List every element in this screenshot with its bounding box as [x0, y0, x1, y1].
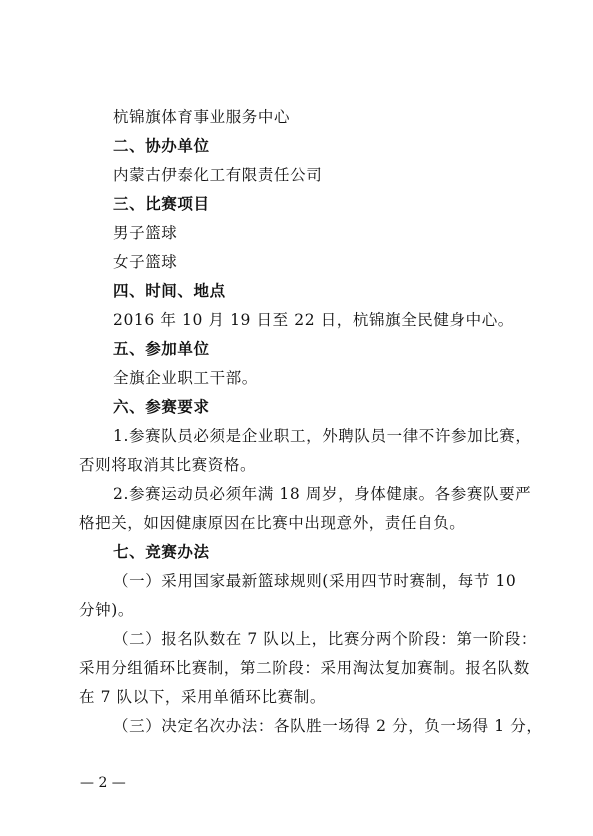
requirement-1-line-2: 否则将取消其比赛资格。 [79, 456, 257, 474]
time-place-line: 2016 年 10 月 19 日至 22 日，杭锦旗全民健身中心。 [113, 311, 514, 329]
event-item-men: 男子篮球 [113, 224, 178, 242]
page-number: — 2 — [80, 775, 126, 791]
event-item-women: 女子篮球 [113, 253, 178, 271]
participants-line: 全旗企业职工干部。 [113, 369, 258, 387]
rule-1-line-1: （一）采用国家最新篮球规则(采用四节时赛制，每节 10 [113, 572, 517, 590]
rule-1-line-2: 分钟)。 [79, 601, 134, 619]
section-heading-participants: 五、参加单位 [113, 340, 210, 358]
section-heading-events: 三、比赛项目 [113, 195, 210, 213]
section-heading-co-organizer: 二、协办单位 [113, 137, 210, 155]
rule-2-line-3: 在 7 队以下，采用单循环比赛制。 [79, 688, 326, 706]
section-heading-requirements: 六、参赛要求 [113, 398, 210, 416]
rule-2-line-2: 采用分组循环比赛制，第二阶段：采用淘汰复加赛制。报名队数 [79, 659, 530, 677]
section-heading-time-place: 四、时间、地点 [113, 282, 226, 300]
requirement-1-line-1: 1.参赛队员必须是企业职工，外聘队员一律不许参加比赛， [113, 427, 532, 445]
requirement-2-line-2: 格把关，如因健康原因在比赛中出现意外，责任自负。 [79, 514, 466, 532]
requirement-2-line-1: 2.参赛运动员必须年满 18 周岁，身体健康。各参赛队要严 [113, 485, 532, 503]
rule-2-line-1: （二）报名队数在 7 队以上，比赛分两个阶段：第一阶段： [113, 630, 538, 648]
section-heading-competition-rules: 七、竞赛办法 [113, 543, 210, 561]
organizer-line: 杭锦旗体育事业服务中心 [113, 108, 291, 126]
rule-3-line-1: （三）决定名次办法：各队胜一场得 2 分，负一场得 1 分， [113, 717, 543, 735]
co-organizer-line: 内蒙古伊泰化工有限责任公司 [113, 166, 323, 184]
